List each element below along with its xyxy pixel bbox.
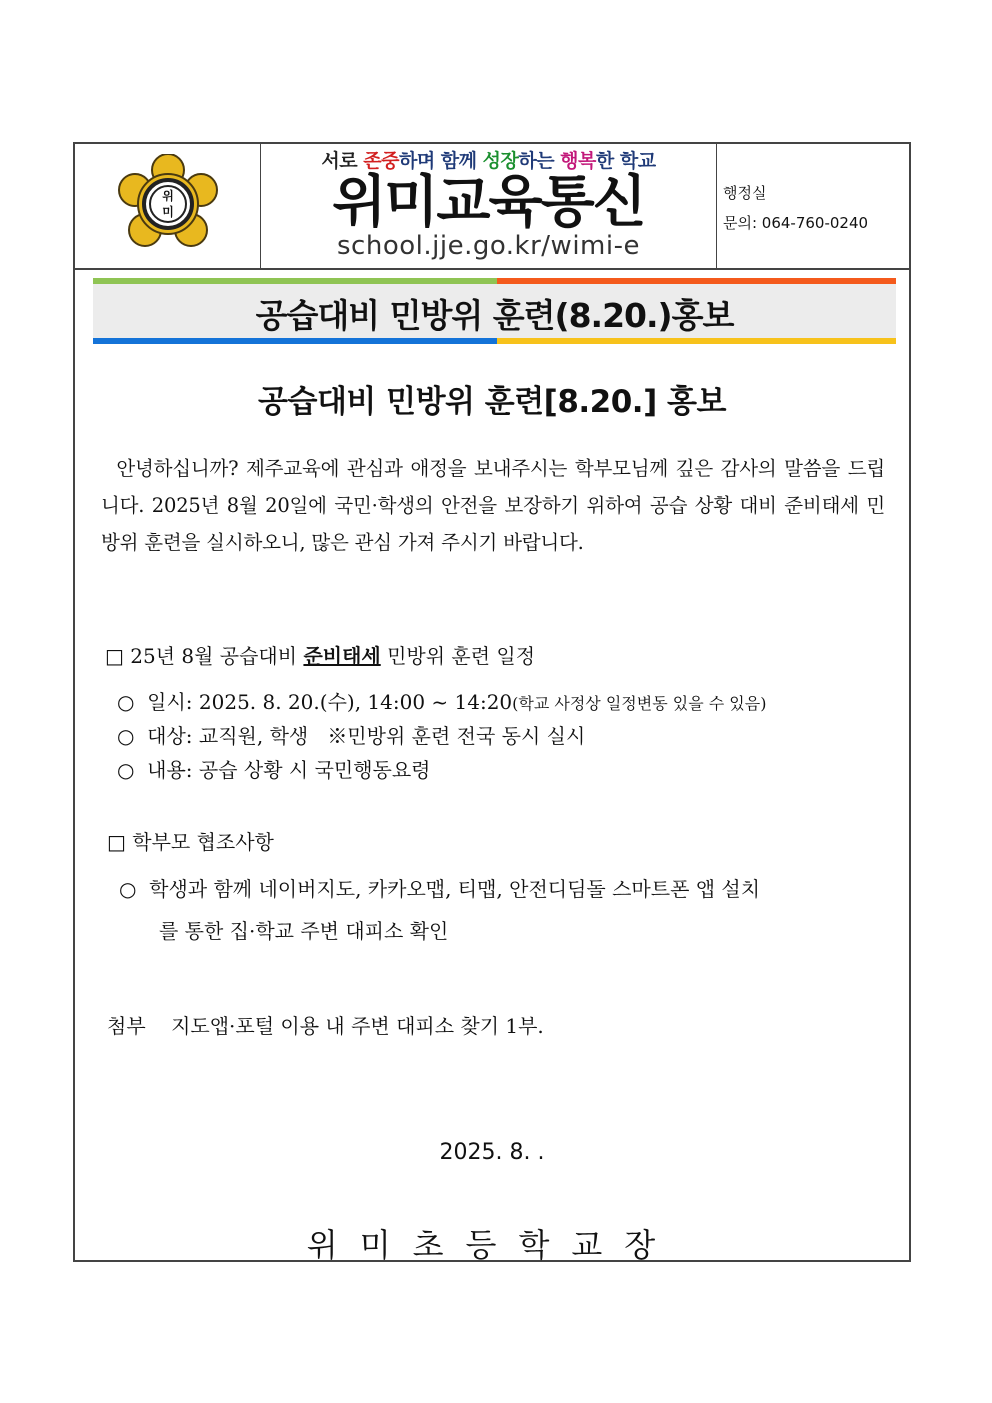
circle-bullet-icon: ○ [117,690,135,714]
parent-cooperation-item: ○ 학생과 함께 네이버지도, 카카오맵, 티맵, 안전디딤돌 스마트폰 앱 설치 를 통한 집·학교 주변 대피소 확인 [119,877,761,943]
school-slogan: 서로 존중하며 함께 성장하는 행복한 학교 [321,150,656,172]
schedule-item-target: ○ 대상: 교직원, 학생 ※민방위 훈련 전국 동시 실시 [117,724,586,748]
masthead-cell [261,144,717,268]
circle-bullet-icon: ○ [117,724,135,748]
emphasis-text: 준비태세 [303,644,381,668]
banner-stripe [497,278,896,284]
parent-cooperation-heading: □ 학부모 협조사항 [107,830,274,854]
intro-paragraph: 안녕하십니까? 제주교육에 관심과 애정을 보내주시는 학부모님께 깊은 감사의 말씀을 드립니다. 2025년 8월 20일에 국민·학생의 안전을 보장하기 위하여 공습 상황 대비 준비태세 민방위 훈련을 실시하오니, 많은 관심 가져 주시기 바랍니다. [101,457,886,554]
banner-stripe [497,338,896,344]
document-date: 2025. 8. . [439,1140,545,1165]
schedule-item-datetime: ○ 일시: 2025. 8. 20.(수), 14:00 ~ 14:20(학교 사정상 일정변동 있을 수 있음) [117,690,767,714]
attachment-note [107,1010,544,1039]
school-logo-cell [75,144,261,268]
circle-bullet-icon: ○ [117,758,135,782]
schedule-item-content: ○ 내용: 공습 상황 시 국민행동요령 [117,758,431,782]
document-frame [73,142,911,1262]
svg-text:위: 위 [162,189,174,203]
school-url[interactable]: school.jje.go.kr/wimi-e [337,231,640,261]
contact-phone: 문의: 064-760-0240 [723,214,869,232]
signer-name: 위미초등학교장 [306,1226,678,1264]
attachment-label: 첨부 [107,1014,146,1038]
circle-bullet-icon: ○ [119,877,137,901]
document-title: 공습대비 민방위 훈련[8.20.] 홍보 [258,384,726,420]
svg-text:미: 미 [162,205,174,219]
office-label: 행정실 [723,184,767,202]
topic-banner [93,278,896,344]
contact-info [717,144,909,268]
school-emblem-icon [113,154,223,254]
newsletter-title: 위미교육통신 [332,170,645,235]
banner-stripe [93,278,497,284]
checkbox-icon: □ [107,830,126,854]
newsletter-header [75,144,909,270]
banner-title: 공습대비 민방위 훈련(8.20.)홍보 [255,296,734,335]
banner-stripe [93,338,497,344]
checkbox-icon: □ [105,644,124,668]
attachment-text: 지도앱·포털 이용 내 주변 대피소 찾기 1부. [171,1014,544,1038]
schedule-section-heading: □ 25년 8월 공습대비 준비태세 민방위 훈련 일정 [105,644,536,668]
